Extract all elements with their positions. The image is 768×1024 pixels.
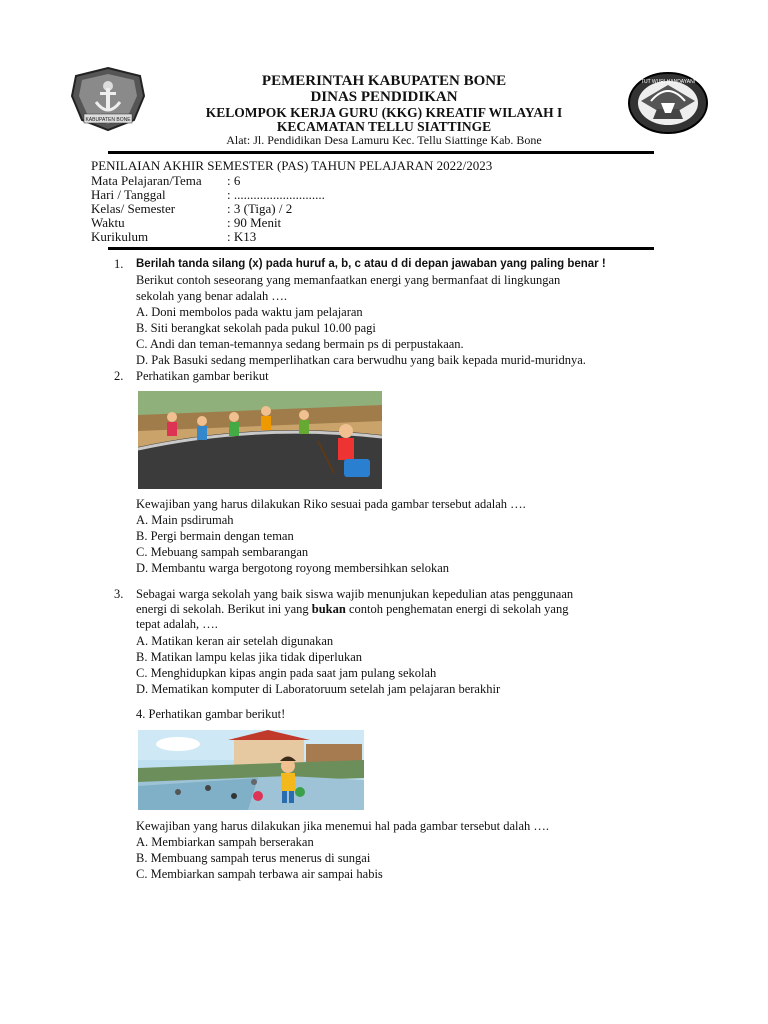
header-address: Alat: Jl. Pendidikan Desa Lamuru Kec. Tellu Siattinge Kab. Bone: [226, 133, 542, 147]
text-segment: contoh penghematan energi di sekolah yang: [345, 602, 569, 616]
option-d: D. Pak Basuki sedang memperlihatkan cara berwudhu yang baik kepada murid-muridnya.: [136, 353, 586, 367]
info-key: Hari / Tanggal: [91, 187, 166, 202]
option-b: B. Membuang sampah terus menerus di sungai: [136, 851, 371, 865]
option-a: A. Main psdirumah: [136, 513, 234, 527]
info-value: : 90 Menit: [227, 215, 282, 230]
question-number: 2.: [114, 369, 124, 383]
option-b: B. Siti berangkat sekolah pada pukul 10.00 pagi: [136, 321, 376, 335]
info-value: : 6: [227, 173, 241, 188]
option-a: A. Membiarkan sampah berserakan: [136, 835, 314, 849]
info-row: [91, 229, 256, 244]
svg-text:TUT WURI HANDAYANI: TUT WURI HANDAYANI: [640, 79, 696, 85]
question-text: Perhatikan gambar berikut: [136, 369, 269, 383]
info-key: Kurikulum: [91, 229, 149, 244]
question-text: tepat adalah, ….: [136, 617, 218, 631]
option-b: B. Pergi bermain dengan teman: [136, 529, 294, 543]
option-c: C. Andi dan teman-temannya sedang bermain ps di perpustakaan.: [136, 337, 464, 351]
info-value: : K13: [227, 229, 257, 244]
option-c: C. Mebuang sampah sembarangan: [136, 545, 309, 559]
instruction-text: Berilah tanda silang (x) pada huruf a, b, c atau d di depan jawaban yang paling benar !: [136, 258, 606, 270]
option-d: D. Mematikan komputer di Laboratoruum setelah jam pelajaran berakhir: [136, 682, 501, 696]
question-text: Kewajiban yang harus dilakukan jika menemui hal pada gambar tersebut dalah ….: [136, 819, 550, 833]
question-text: Sebagai warga sekolah yang baik siswa wajib menunjukan kepedulian atas penggunaan: [136, 587, 574, 601]
header-line-4: KECAMATAN TELLU SIATTINGE: [276, 119, 492, 134]
info-value: : ............................: [227, 187, 325, 202]
header-line-1: PEMERINTAH KABUPATEN BONE: [261, 73, 507, 89]
info-row: [91, 201, 292, 216]
option-b: B. Matikan lampu kelas jika tidak diperlukan: [136, 650, 362, 664]
question-number: 3.: [114, 587, 124, 601]
exam-title: PENILAIAN AKHIR SEMESTER (PAS) TAHUN PELAJARAN 2022/2023: [91, 158, 493, 173]
option-a: A. Doni membolos pada waktu jam pelajaran: [136, 305, 363, 319]
question-number: 1.: [114, 257, 124, 271]
option-a: A. Matikan keran air setelah digunakan: [136, 634, 334, 648]
question-text: Berikut contoh seseorang yang memanfaatkan energi yang bermanfaat di lingkungan: [136, 273, 561, 287]
info-divider: [108, 247, 654, 250]
river-trash-illustration: [138, 730, 364, 810]
info-key: Mata Pelajaran/Tema: [91, 173, 202, 188]
header-line-3: KELOMPOK KERJA GURU (KKG) KREATIF WILAYAH I: [205, 105, 563, 120]
info-key: Waktu: [91, 215, 125, 230]
question-text: sekolah yang benar adalah ….: [136, 289, 287, 303]
info-value: : 3 (Tiga) / 2: [227, 201, 293, 216]
emphasis-text: bukan: [311, 602, 346, 616]
info-row: [91, 187, 325, 202]
svg-text:KABUPATEN BONE: KABUPATEN BONE: [85, 117, 131, 123]
info-row: [91, 215, 281, 230]
option-c: C. Menghidupkan kipas angin pada saat jam pulang sekolah: [136, 666, 437, 680]
gotong-royong-illustration: [138, 391, 382, 489]
info-row: [91, 173, 240, 188]
text-segment: energi di sekolah. Berikut ini yang: [136, 602, 312, 616]
option-d: D. Membantu warga bergotong royong membersihkan selokan: [136, 561, 450, 575]
option-c: C. Membiarkan sampah terbawa air sampai habis: [136, 867, 383, 881]
header-divider: [108, 151, 654, 154]
question-text: Kewajiban yang harus dilakukan Riko sesuai pada gambar tersebut adalah ….: [136, 497, 526, 511]
question-text: 4. Perhatikan gambar berikut!: [136, 707, 286, 721]
header-line-2: DINAS PENDIDIKAN: [310, 89, 458, 105]
question-text: [136, 602, 568, 617]
info-key: Kelas/ Semester: [91, 201, 176, 216]
